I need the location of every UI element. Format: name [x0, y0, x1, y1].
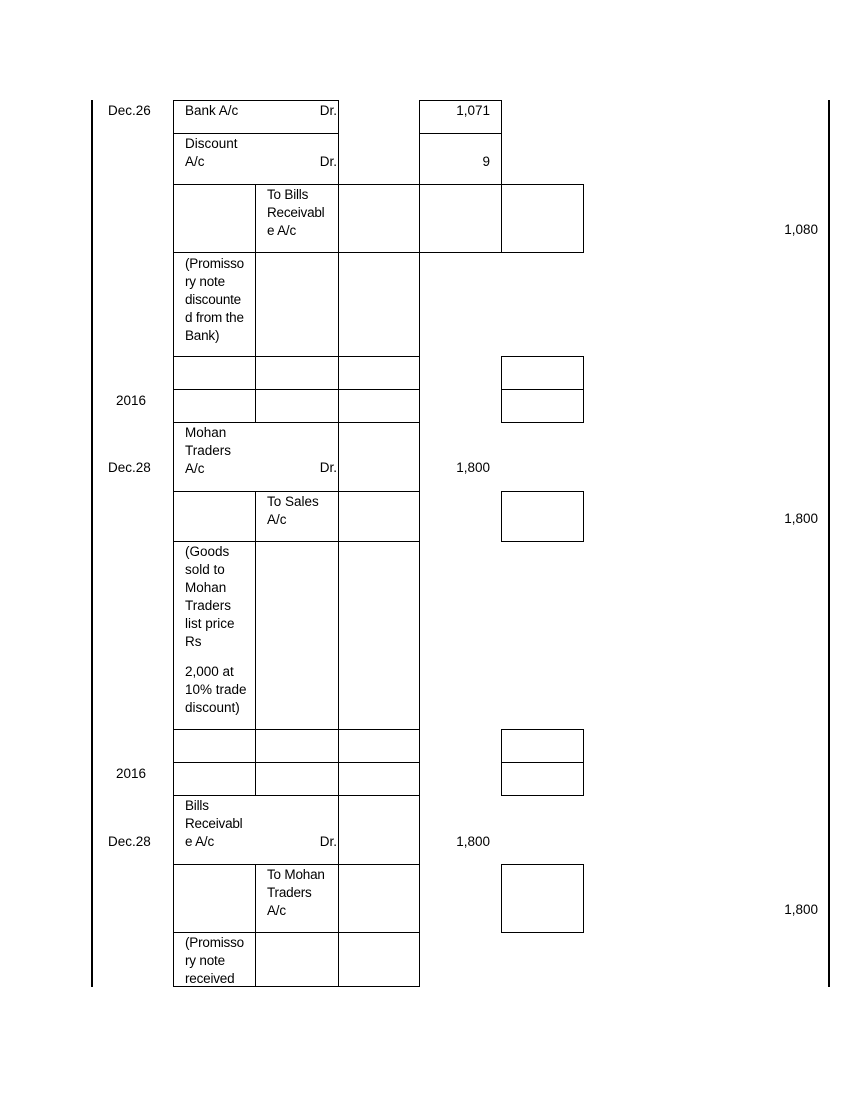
dr-label: Dr.: [319, 460, 337, 475]
table-cell: [255, 422, 339, 492]
table-cell: [255, 356, 339, 390]
entry-year: 2016: [116, 393, 147, 408]
credit-amount: 1,800: [784, 511, 818, 526]
narration: (Goods sold to Mohan Traders list price Rs: [185, 544, 235, 649]
debit-account: Bank A/c: [185, 103, 239, 118]
dr-label: Dr.: [319, 834, 337, 849]
debit-amount: 1,800: [456, 834, 490, 849]
debit-amount: 1,071: [456, 103, 490, 118]
table-cell: [255, 541, 339, 730]
debit-account: Mohan Traders A/c: [185, 425, 232, 476]
entry-date: Dec.28: [108, 834, 151, 849]
entry-year: 2016: [116, 766, 147, 781]
table-cell: [501, 491, 584, 542]
narration: (Promisso ry note received: [185, 935, 244, 986]
table-cell: [255, 932, 339, 987]
debit-amount: 1,800: [456, 460, 490, 475]
table-cell: [501, 762, 584, 796]
table-cell: [501, 864, 584, 933]
table-cell: [419, 184, 502, 253]
table-cell: [255, 795, 339, 865]
entry-date: Dec.28: [108, 460, 151, 475]
narration: (Promisso ry note discounte d from the Bank): [185, 256, 244, 343]
credit-account: To Bills Receivabl e A/c: [267, 187, 325, 238]
table-cell: [255, 729, 339, 763]
table-cell: [501, 729, 584, 763]
credit-amount: 1,080: [784, 222, 818, 237]
debit-account: Discount A/c: [185, 136, 238, 169]
credit-account: To Sales A/c: [267, 494, 319, 527]
credit-amount: 1,800: [784, 902, 818, 917]
table-cell: [255, 389, 339, 423]
dr-label: Dr.: [319, 103, 337, 118]
table-cell: [501, 389, 584, 423]
table-cell: [501, 356, 584, 390]
entry-date: Dec.26: [108, 103, 151, 118]
credit-account: To Mohan Traders A/c: [267, 867, 325, 918]
right-margin-rule: [828, 100, 830, 987]
narration: 2,000 at 10% trade discount): [185, 664, 247, 715]
debit-account: Bills Receivabl e A/c: [185, 798, 243, 849]
dr-label: Dr.: [319, 154, 337, 169]
debit-amount: 9: [482, 154, 490, 169]
left-margin-rule: [91, 100, 93, 987]
table-cell: [255, 762, 339, 796]
table-row: [173, 184, 584, 253]
table-cell: [255, 252, 339, 357]
